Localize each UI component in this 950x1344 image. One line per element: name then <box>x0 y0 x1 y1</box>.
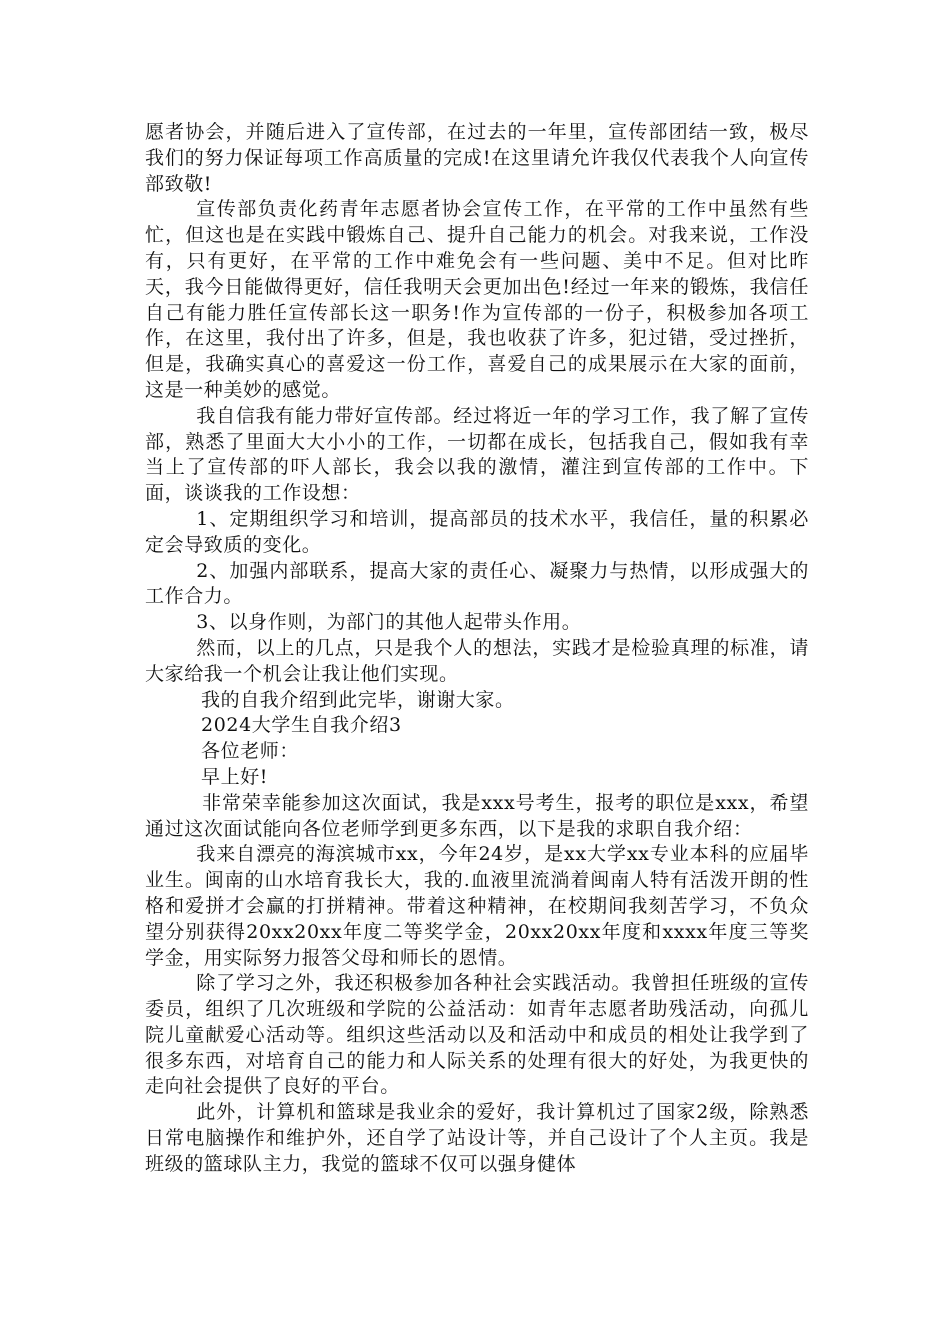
salutation: 各位老师： <box>201 740 300 763</box>
paragraph-2: 宣传部负责化药青年志愿者协会宣传工作，在平常的工作中虽然有些忙，但这也是在实践中锻炼自己、提升自己能力的机会。对我来说，工作没有，只有更好，在平常的工作中难免会有一些问题、美中不足。但对比昨天，我今日能做得更好，信任我明天会更加出色!经过一年来的锻炼，我信任自己有能力胜任宣传部长这一职务!作为宣传部的一份子，积极参加各项工作，在这里，我付出了许多，但是，我也收获了许多，犯过错，受过挫折，但是，我确实真心的喜爱这一份工作，喜爱自己的成果展示在大家的面前，这是一种美妙的感觉。 <box>145 198 809 401</box>
plan-item-1: 1、定期组织学习和培训，提高部员的技术水平，我信任，量的积累必定会导致质的变化。 <box>145 507 809 556</box>
section-heading: 2024大学生自我介绍3 <box>201 714 402 737</box>
document-body <box>145 120 809 1178</box>
paragraph-background: 我来自漂亮的海滨城市xx，今年24岁，是xx大学xx专业本科的应届毕业生。闽南的山水培育我长大，我的.血液里流淌着闽南人特有活泼开朗的性格和爱拼才会赢的打拼精神。带着这种精神，在校期间我刻苦学习，不负众望分别获得20xx20xx年度二等奖学金，20xx20xx年度和xxxx年度三等奖学金，用实际努力报答父母和师长的恩情。 <box>145 843 809 969</box>
paragraph-hobbies: 此外，计算机和篮球是我业余的爱好，我计算机过了国家2级，除熟悉日常电脑操作和维护外，还自学了站设计等，并自己设计了个人主页。我是班级的篮球队主力，我觉的篮球不仅可以强身健体 <box>145 1101 809 1175</box>
thanks-line: 我的自我介绍到此完毕，谢谢大家。 <box>201 688 515 711</box>
greeting: 早上好! <box>201 765 269 788</box>
paragraph-closing: 然而，以上的几点，只是我个人的想法，实践才是检验真理的标准，请大家给我一个机会让我让他们实现。 <box>145 636 809 685</box>
paragraph-3: 我自信我有能力带好宣传部。经过将近一年的学习工作，我了解了宣传部，熟悉了里面大大小小的工作，一切都在成长，包括我自己，假如我有幸当上了宣传部的吓人部长，我会以我的激情，灌注到宣传部的工作中。下面，谈谈我的工作设想： <box>145 404 809 505</box>
plan-item-3: 3、以身作则，为部门的其他人起带头作用。 <box>196 611 582 634</box>
paragraph-intro: 非常荣幸能参加这次面试，我是xxx号考生，报考的职位是xxx，希望通过这次面试能向各位老师学到更多东西，以下是我的求职自我介绍： <box>145 791 809 840</box>
paragraph-1: 愿者协会，并随后进入了宣传部，在过去的一年里，宣传部团结一致，极尽我们的努力保证每项工作高质量的完成!在这里请允许我仅代表我个人向宣传部致敬! <box>145 121 809 195</box>
plan-item-2: 2、加强内部联系，提高大家的责任心、凝聚力与热情，以形成强大的工作合力。 <box>145 559 809 608</box>
paragraph-activities: 除了学习之外，我还积极参加各种社会实践活动。我曾担任班级的宣传委员，组织了几次班级和学院的公益活动：如青年志愿者助残活动，向孤儿院儿童献爱心活动等。组织这些活动以及和活动中和成员的相处让我学到了很多东西，对培育自己的能力和人际关系的处理有很大的好处，为我更快的走向社会提供了良好的平台。 <box>145 972 809 1098</box>
